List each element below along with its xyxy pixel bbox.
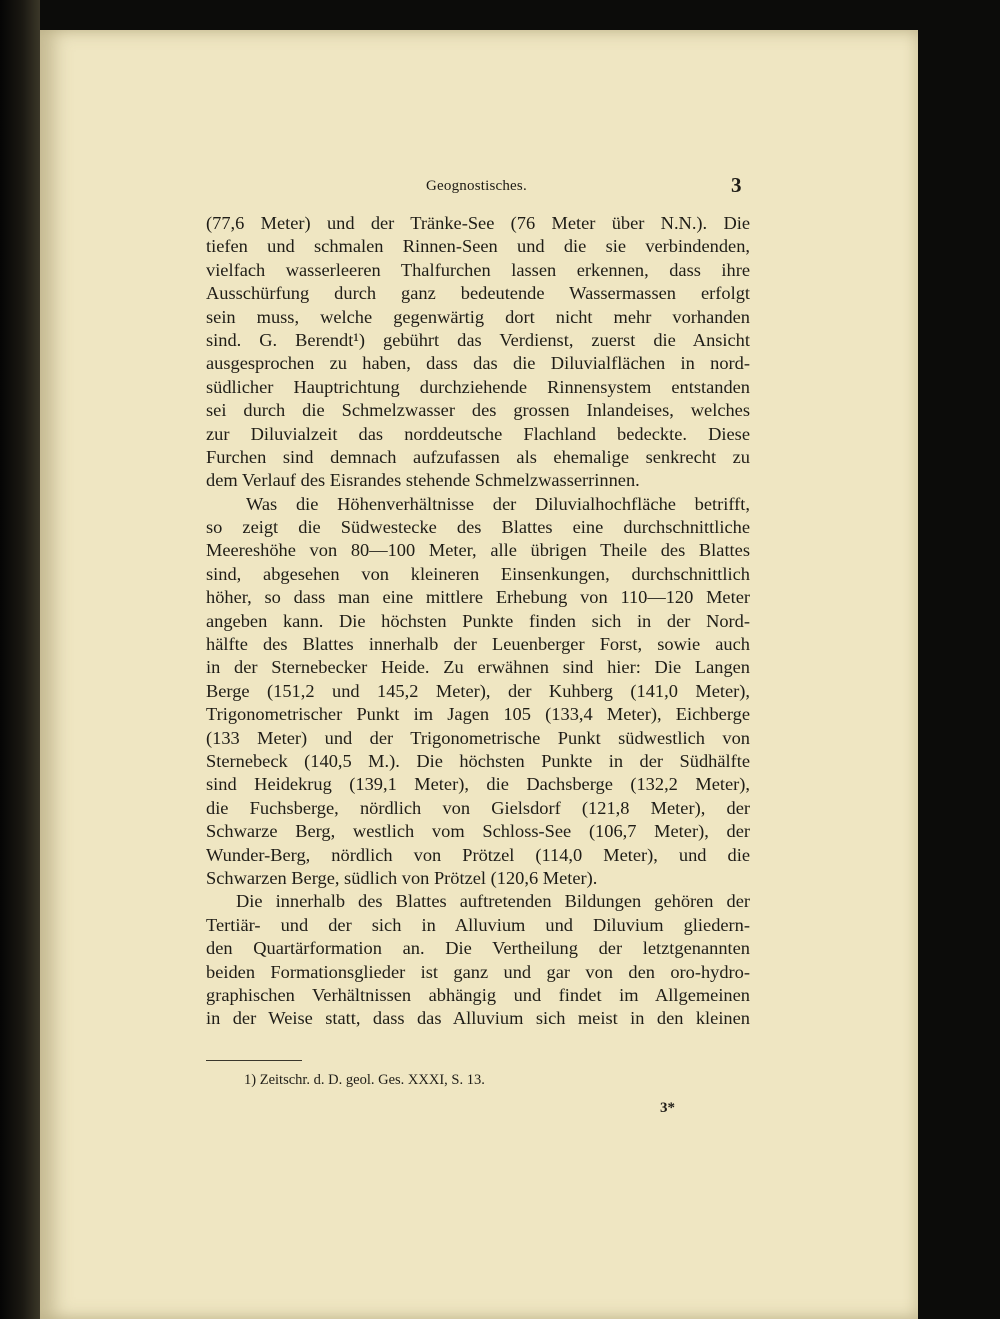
- text-line: Trigonometrischer Punkt im Jagen 105 (133,4 Meter), Eichberge: [206, 704, 750, 725]
- footnote-marker: 1): [244, 1072, 257, 1088]
- signature-mark: 3*: [660, 1100, 675, 1116]
- text-line: (133 Meter) und der Trigonometrische Punkt südwestlich von: [206, 727, 750, 748]
- text-line: Schwarze Berg, westlich vom Schloss-See (106,7 Meter), der: [206, 821, 750, 842]
- page-number: 3: [731, 173, 742, 197]
- text-line: Furchen sind demnach aufzufassen als ehemalige senkrecht zu: [206, 446, 750, 467]
- book-gutter: [0, 0, 40, 1319]
- footnote-divider: [206, 1060, 302, 1061]
- text-line: Berge (151,2 und 145,2 Meter), der Kuhberg (141,0 Meter),: [206, 680, 750, 701]
- text-line: Tertiär- und der sich in Alluvium und Diluvium gliedern-: [206, 914, 750, 935]
- text-line: sind, abgesehen von kleineren Einsenkungen, durchschnittlich: [206, 563, 750, 584]
- text-line: so zeigt die Südwestecke des Blattes eine durchschnittliche: [206, 517, 750, 538]
- running-title: Geognostisches.: [426, 178, 527, 194]
- text-line: tiefen und schmalen Rinnen-Seen und die sie verbindenden,: [206, 236, 750, 257]
- footnote-text: Zeitschr. d. D. geol. Ges. XXXI, S. 13.: [259, 1072, 485, 1088]
- text-line: angeben kann. Die höchsten Punkte finden sich in der Nord-: [206, 610, 750, 631]
- text-line: die Fuchsberge, nördlich von Gielsdorf (121,8 Meter), der: [206, 797, 750, 818]
- text-line: sein muss, welche gegenwärtig dort nicht mehr vorhanden: [206, 306, 750, 327]
- text-line: beiden Formationsglieder ist ganz und gar von den oro-hydro-: [206, 961, 750, 982]
- text-line: hälfte des Blattes innerhalb der Leuenberger Forst, sowie auch: [206, 634, 750, 655]
- text-line: ausgesprochen zu haben, dass das die Diluvialflächen in nord-: [206, 353, 750, 374]
- text-line: vielfach wasserleeren Thalfurchen lassen erkennen, dass ihre: [206, 259, 750, 280]
- text-line: dem Verlauf des Eisrandes stehende Schmelzwasserrinnen.: [206, 470, 640, 491]
- text-line: Ausschürfung durch ganz bedeutende Wassermassen erfolgt: [206, 283, 750, 304]
- text-line: Was die Höhenverhältnisse der Diluvialhochfläche betrifft,: [246, 493, 750, 514]
- footnote: [244, 1072, 485, 1089]
- text-line: zur Diluvialzeit das norddeutsche Flachland bedeckte. Diese: [206, 423, 750, 444]
- text-line: Sternebeck (140,5 M.). Die höchsten Punkte in der Südhälfte: [206, 750, 750, 771]
- text-line: südlicher Hauptrichtung durchziehende Rinnensystem entstanden: [206, 376, 750, 397]
- text-line: Wunder-Berg, nördlich von Prötzel (114,0 Meter), und die: [206, 844, 750, 865]
- text-line: Meereshöhe von 80—100 Meter, alle übrigen Theile des Blattes: [206, 540, 750, 561]
- text-line: den Quartärformation an. Die Vertheilung der letztgenannten: [206, 938, 750, 959]
- text-line: höher, so dass man eine mittlere Erhebung von 110—120 Meter: [206, 587, 750, 608]
- text-line: in der Weise statt, dass das Alluvium sich meist in den kleinen: [206, 1008, 750, 1029]
- text-line: Schwarzen Berge, südlich von Prötzel (120,6 Meter).: [206, 867, 598, 888]
- text-line: sind. G. Berendt¹) gebührt das Verdienst, zuerst die Ansicht: [206, 329, 750, 350]
- text-line: graphischen Verhältnissen abhängig und findet im Allgemeinen: [206, 984, 750, 1005]
- text-line: sei durch die Schmelzwasser des grossen Inlandeises, welches: [206, 400, 750, 421]
- text-line: (77,6 Meter) und der Tränke-See (76 Meter über N.N.). Die: [206, 213, 750, 233]
- text-line: in der Sternebecker Heide. Zu erwähnen sind hier: Die Langen: [206, 657, 750, 678]
- text-line: Die innerhalb des Blattes auftretenden Bildungen gehören der: [236, 891, 750, 912]
- text-line: sind Heidekrug (139,1 Meter), die Dachsberge (132,2 Meter),: [206, 774, 750, 795]
- body-text: [206, 212, 750, 1031]
